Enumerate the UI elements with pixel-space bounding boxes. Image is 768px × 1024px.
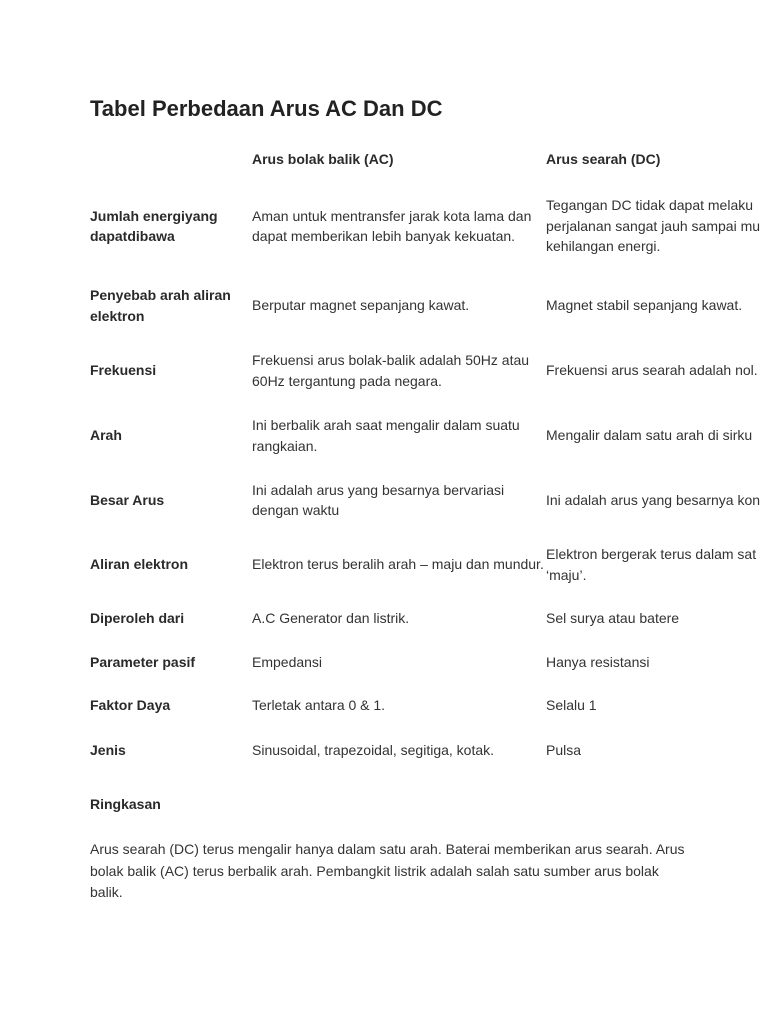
header-dc: Arus searah (DC) — [546, 150, 661, 167]
ac-cell: Berputar magnet sepanjang kawat. — [252, 297, 470, 314]
dc-cell — [546, 533, 768, 596]
row-label: Faktor Daya — [90, 697, 171, 714]
table-header-row — [90, 140, 768, 178]
page-title: Tabel Perbedaan Arus AC Dan DC — [90, 96, 443, 121]
dc-cell: Mengalir dalam satu arah di sirku — [546, 427, 753, 444]
comparison-table-wrapper — [90, 140, 768, 773]
table-row — [90, 337, 768, 404]
dc-cell: Magnet stabil sepanjang kawat. — [546, 297, 743, 314]
table-row — [90, 404, 768, 467]
comparison-table — [90, 140, 768, 773]
ac-cell: Sinusoidal, trapezoidal, segitiga, kotak. — [252, 741, 495, 758]
table-row — [90, 178, 768, 274]
table-row — [90, 641, 768, 684]
row-label: Jumlah energiyang dapatdibawa — [90, 207, 218, 244]
summary-text: Arus searah (DC) terus mengalir hanya dalam satu arah. Baterai memberikan arus searah. Arus bolak balik (AC) terus berbalik arah. Pembangkit listrik adalah salah satu sumber arus bolak balik. — [90, 841, 685, 900]
dc-cell: Hanya resistansi — [546, 654, 650, 671]
row-label: Penyebab arah aliran elektron — [90, 287, 231, 324]
row-label: Diperoleh dari — [90, 610, 185, 627]
ac-cell: Empedansi — [252, 654, 323, 671]
ac-cell: Elektron terus beralih arah – maju dan mundur. — [252, 556, 544, 573]
row-label: Jenis — [90, 741, 126, 758]
dc-cell: Sel surya atau batere — [546, 610, 680, 627]
ac-cell: Terletak antara 0 & 1. — [252, 697, 386, 714]
dc-text: Elektron bergerak terus dalam sat ‘maju’. — [546, 546, 757, 583]
header-ac: Arus bolak balik (AC) — [252, 150, 394, 167]
dc-cell: Ini adalah arus yang besarnya kon — [546, 491, 761, 508]
summary-heading: Ringkasan — [90, 796, 161, 812]
row-label: Parameter pasif — [90, 654, 196, 671]
row-label: Arah — [90, 427, 122, 444]
ac-cell: A.C Generator dan listrik. — [252, 610, 410, 627]
table-row — [90, 533, 768, 596]
table-row — [90, 727, 768, 773]
dc-cell: Pulsa — [546, 741, 582, 758]
dc-cell: Selalu 1 — [546, 697, 597, 714]
row-label: Frekuensi — [90, 362, 157, 379]
row-label: Besar Arus — [90, 491, 165, 508]
header-empty-cell — [90, 140, 252, 178]
table-row — [90, 684, 768, 727]
table-row — [90, 596, 768, 641]
row-label: Aliran elektron — [90, 556, 189, 573]
table-row — [90, 274, 768, 337]
ac-cell: Ini adalah arus yang besarnya bervariasi dengan waktu — [252, 481, 505, 518]
ac-cell: Frekuensi arus bolak-balik adalah 50Hz atau 60Hz tergantung pada negara. — [252, 352, 530, 389]
dc-cell — [546, 178, 768, 274]
dc-cell: Frekuensi arus searah adalah nol. — [546, 362, 758, 379]
dc-text: Tegangan DC tidak dapat melaku perjalanan sangat jauh sampai mu kehilangan energi. — [546, 197, 761, 255]
ac-cell: Ini berbalik arah saat mengalir dalam suatu rangkaian. — [252, 417, 520, 454]
table-row — [90, 467, 768, 533]
ac-cell: Aman untuk mentransfer jarak kota lama dan dapat memberikan lebih banyak kekuatan. — [252, 207, 532, 244]
